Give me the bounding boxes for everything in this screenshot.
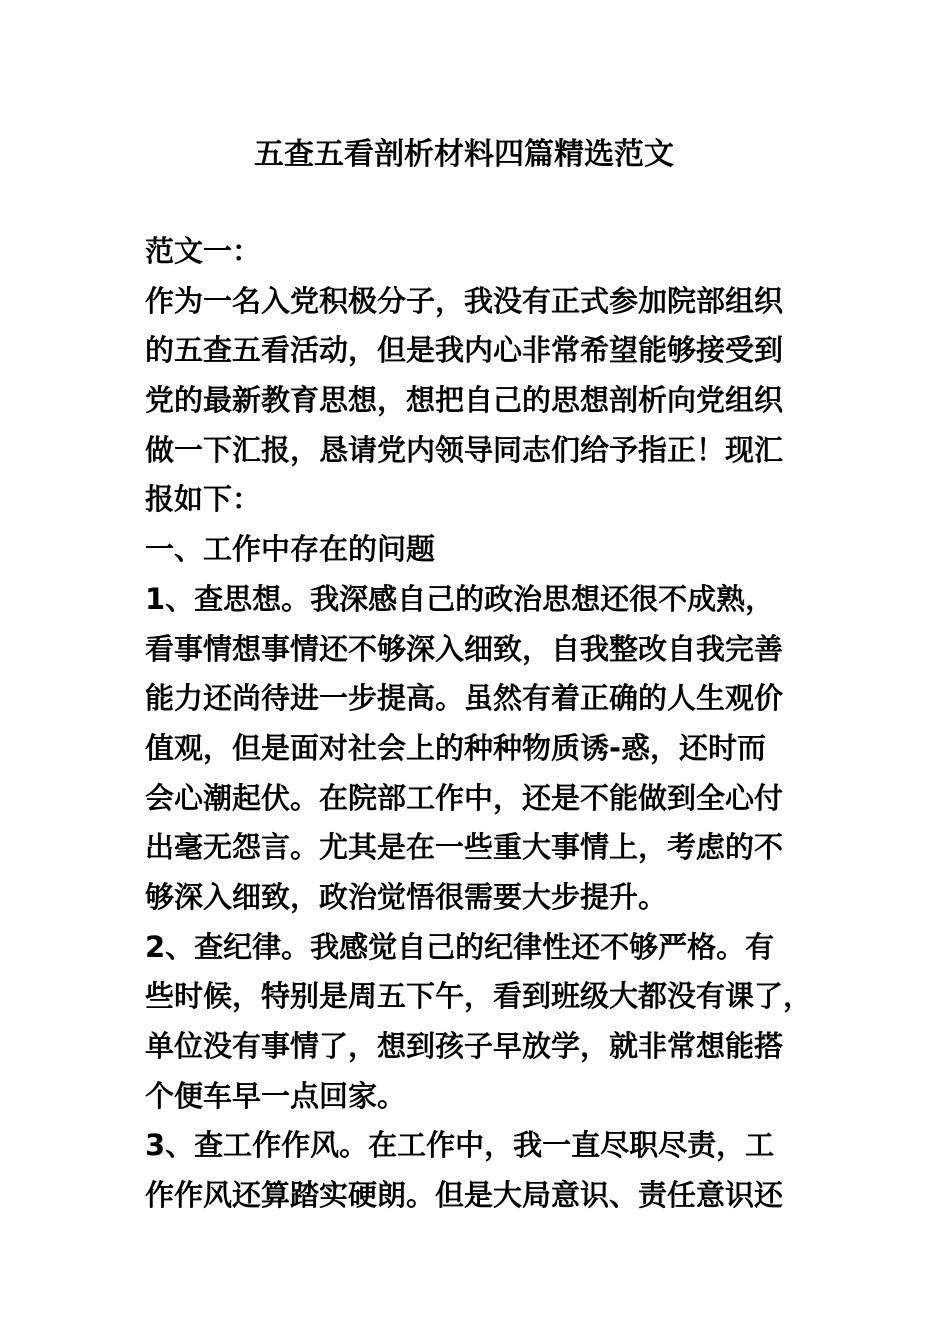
paragraph-line: 够深入细致，政治觉悟很需要大步提升。 [145, 879, 668, 914]
paragraph-line: 个便车早一点回家。 [145, 1078, 407, 1113]
paragraph-line: 党的最新教育思想，想把自己的思想剖析向党组织 [145, 383, 784, 418]
paragraph-line: 些时候，特别是周五下午，看到班级大都没有课了， [145, 979, 813, 1014]
paragraph-line: 值观，但是面对社会上的种种物质诱-惑，还时而 [145, 730, 767, 765]
paragraph-line: 会心潮起伏。在院部工作中，还是不能做到全心付 [145, 780, 784, 815]
paragraph-line: 出毫无怨言。尤其是在一些重大事情上，考虑的不 [145, 830, 784, 865]
paragraph-line: 3、查工作作风。在工作中，我一直尽职尽责，工 [145, 1128, 775, 1163]
paragraph-line: 作作风还算踏实硬朗。但是大局意识、责任意识还 [145, 1178, 784, 1213]
paragraph-line: 作为一名入党积极分子，我没有正式参加院部组织 [145, 283, 784, 318]
paragraph-line: 报如下： [145, 482, 262, 517]
paragraph-line: 的五查五看活动，但是我内心非常希望能够接受到 [145, 333, 784, 368]
document-body [145, 227, 813, 1221]
paragraph-line: 2、查纪律。我感觉自己的纪律性还不够严格。有 [145, 929, 775, 964]
paragraph-line: 做一下汇报，恳请党内领导同志们给予指正！现汇 [145, 432, 784, 467]
paragraph-line: 看事情想事情还不够深入细致，自我整改自我完善 [145, 631, 784, 666]
paragraph-line: 1、查思想。我深感自己的政治思想还很不成熟， [145, 581, 775, 616]
document-title: 五查五看剖析材料四篇精选范文 [254, 137, 674, 172]
paragraph-line: 范文一： [145, 234, 262, 268]
paragraph-line: 能力还尚待进一步提高。虽然有着正确的人生观价 [145, 681, 784, 716]
paragraph-line: 单位没有事情了，想到孩子早放学，就非常想能搭 [145, 1029, 784, 1063]
section-heading: 一、工作中存在的问题 [145, 532, 436, 567]
